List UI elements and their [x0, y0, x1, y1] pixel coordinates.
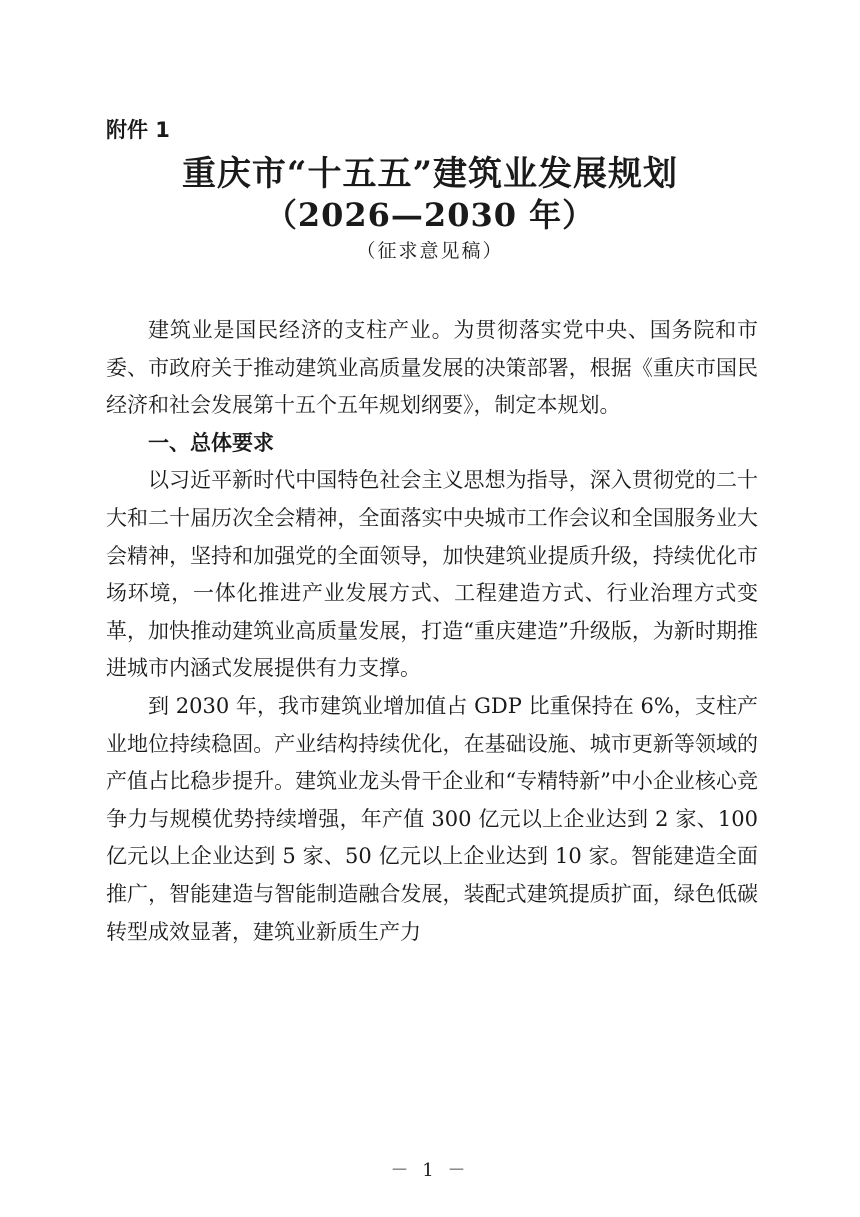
document-years: （2026—2030 年） — [264, 196, 596, 234]
page-number: － 1 － — [390, 1160, 470, 1181]
attachment-label: 附件 1 — [106, 118, 170, 142]
intro-paragraph: 建筑业是国民经济的支柱产业。为贯彻落实党中央、国务院和市委、市政府关于推动建筑业高质量发展的决策部署，根据《重庆市国民经济和社会发展第十五个五年规划纲要》，制定本规划。 — [106, 318, 758, 418]
document-title: 重庆市“十五五”建筑业发展规划 — [181, 154, 679, 194]
draft-status: （征求意见稿） — [356, 240, 504, 262]
section-paragraph: 到 2030 年，我市建筑业增加值占 GDP 比重保持在 6%，支柱产业地位持续稳固。产业结构持续优化，在基础设施、城市更新等领域的产值占比稳步提升。建筑业龙头骨干企业和“专精特新”中小企业核心竞争力与规模优势持续增强，年产值 300 亿元以上企业达到 2 家、100 亿元以上企业达到 5 家、50 亿元以上企业达到 10 家。智能建造全面推广，智能建造与智能制造融合发展，装配式建筑提质扩面，绿色低碳转型成效显著，建筑业新质生产力 — [106, 693, 758, 944]
document-body — [106, 312, 758, 951]
section-paragraph: 以习近平新时代中国特色社会主义思想为指导，深入贯彻党的二十大和二十届历次全会精神，全面落实中央城市工作会议和全国服务业大会精神，坚持和加强党的全面领导，加快建筑业提质升级，持续优化市场环境，一体化推进产业发展方式、工程建造方式、行业治理方式变革，加快推动建筑业高质量发展，打造“重庆建造”升级版，为新时期推进城市内涵式发展提供有力支撑。 — [106, 468, 758, 681]
section-heading: 一、总体要求 — [148, 430, 274, 455]
